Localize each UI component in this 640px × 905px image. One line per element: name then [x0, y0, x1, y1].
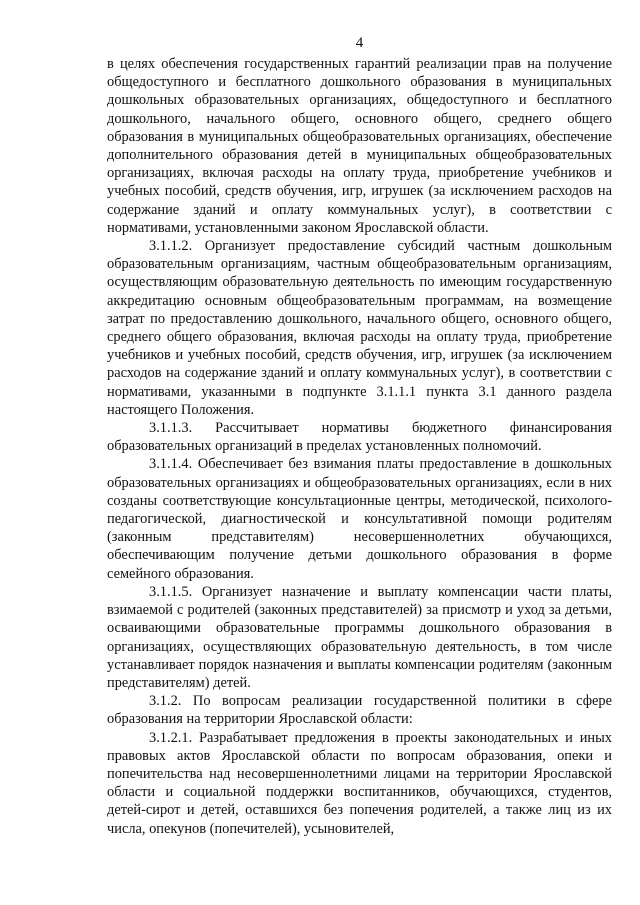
paragraph-3-1-1-2: 3.1.1.2. Организует предоставление субсидий частным дошкольным образовательным организациям, частным общеобразовательным организациям, осуществляющим образовательную деятельность по имеющим государственную аккредитацию основным общеобразовательным программам, на возмещение затрат по предоставлению дошкольного, начального общего, основного общего, среднего общего образования, включая расходы на оплату труда, приобретение учебников и учебных пособий, средств обучения, игр, игрушек (за исключением расходов на содержание зданий и оплату коммунальных услуг), в соответствии с нормативами, указанными в подпункте 3.1.1.1 пункта 3.1 данного раздела настоящего Положения. — [107, 238, 612, 418]
paragraph-3-1-2: 3.1.2. По вопросам реализации государственной политики в сфере образования на территории Ярославской области: — [107, 693, 612, 728]
paragraph-3-1-1-3: 3.1.1.3. Рассчитывает нормативы бюджетного финансирования образовательных организаций в пределах установленных полномочий. — [107, 420, 612, 455]
paragraph-intro: в целях обеспечения государственных гарантий реализации прав на получение общедоступного и бесплатного дошкольного образования в муниципальных дошкольных образовательных организациях, общедоступного и бесплатного дошкольного, начального общего, основного общего, среднего общего образования в муниципальных общеобразовательных организациях, обеспечение дополнительного образования детей в муниципальных общеобразовательных организациях, включая расходы на оплату труда, приобретение учебников и учебных пособий, средств обучения, игр, игрушек (за исключением расходов на содержание зданий и оплату коммунальных услуг), в соответствии с нормативами, установленными законом Ярославской области. — [107, 56, 612, 236]
paragraph-3-1-2-1: 3.1.2.1. Разрабатывает предложения в проекты законодательных и иных правовых актов Ярославской области по вопросам образования, опеки и попечительства над несовершеннолетними лицами на территории Ярославской области и социальной поддержки воспитанников, обучающихся, студентов, детей-сирот и детей, оставшихся без попечения родителей, а также лиц из их числа, опекунов (попечителей), усыновителей, — [107, 729, 612, 837]
page-number: 4 — [355, 35, 364, 51]
document-body — [107, 55, 612, 838]
paragraph-3-1-1-5: 3.1.1.5. Организует назначение и выплату компенсации части платы, взимаемой с родителей (законных представителей) за присмотр и уход за детьми, осваивающими образовательные программы дошкольного образования в организациях, осуществляющих образовательную деятельность, в том числе устанавливает порядок назначения и выплаты компенсации родителям (законным представителям) детей. — [107, 583, 612, 691]
paragraph-3-1-1-4: 3.1.1.4. Обеспечивает без взимания платы предоставление в дошкольных образовательных организациях и общеобразовательных организациях, если в них созданы соответствующие консультационные центры, методической, психолого-педагогической, диагностической и консультативной помощи родителям (законным представителям) несовершеннолетних обучающихся, обеспечивающим получение детьми дошкольного образования в форме семейного образования. — [107, 456, 612, 582]
